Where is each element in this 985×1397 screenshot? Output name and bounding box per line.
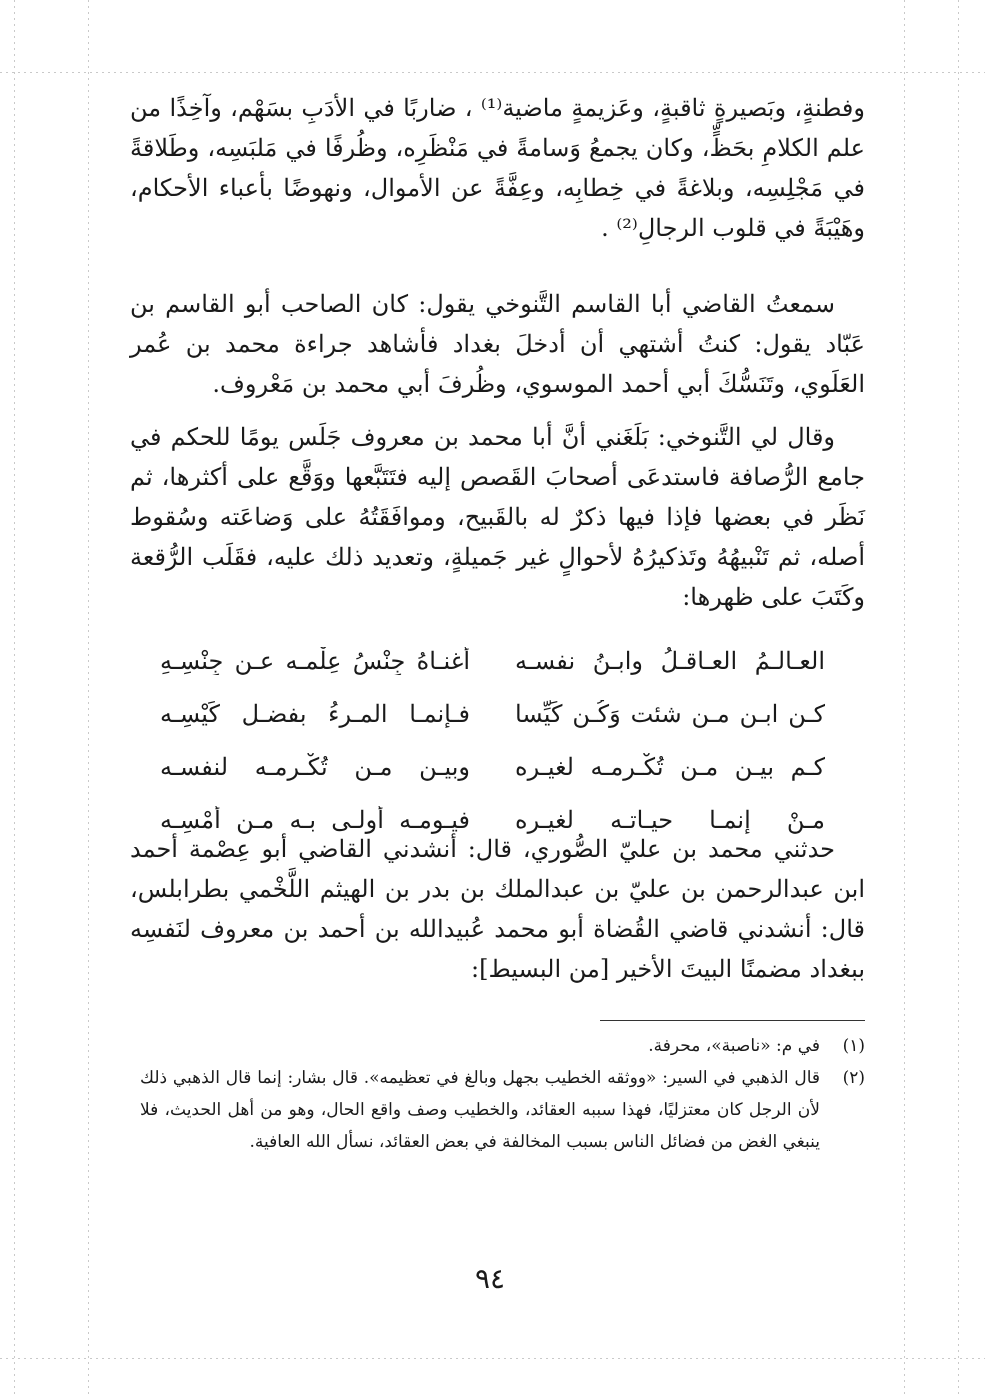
footnote-number: (١): [842, 1036, 865, 1056]
footnote-text: في م: «ناصبة»، محرفة.: [648, 1036, 820, 1056]
paragraph-1-text: وفطنةٍ، وبَصيرةٍ ثاقبةٍ، وعَزيمةٍ ماضية⁽¹⁾ ، ضاربًا في الأدَبِ بسَهْم، وآخِذًا من علم الكلامِ بحَظٍّ، وكان يجمعُ وَسامةً في مَنْظَرِه، وظُرفًا في مَلبَسِه، وطَلاقةً في مَجْلِسِه، وبلاغةً في خِطابِه، وعِفَّةً عن الأموال، ونهوضًا بأعباء الأحكام، وهَيْبَةً في قلوب الرجالِ⁽²⁾ .: [130, 94, 865, 242]
margin-guide-right-inner: [904, 0, 905, 1397]
verse-first-hemistich: العـالـمُ العـاقـلُ وابـنُ نفسـه: [515, 646, 825, 675]
footnote-separator: [600, 1020, 865, 1021]
poem-verse: [160, 634, 825, 687]
poem: [160, 634, 825, 846]
paragraph-3: [130, 417, 865, 617]
margin-guide-left: [88, 0, 89, 1397]
verse-second-hemistich: فـإنمـا المـرءُ بفضـل كَيْسِـه: [160, 699, 470, 728]
poem-verse: [160, 740, 825, 793]
paragraph-3-text: وقال لي التَّنوخي: بَلَغَني أنَّ أبا محمد بن معروف جَلَس يومًا للحكم في جامع الرُّصافة فاستدعَى أصحابَ القَصص إليه فتَتَبَّعها ووَقَّع على أكثرها، ثم نَظَر في بعضها فإذا فيها ذكرٌ له بالقَبيح، وموافَقَتُهُ على وَضاعَته وسُقوط أصله، ثم تَنْبيهُهُ وتَذكيرُهُ لأحوالٍ غير جَميلةٍ، وتعديد ذلك عليه، فقَلَب الرُّقعة وكَتَبَ على ظهرها:: [130, 423, 865, 611]
footnote-number: (٢): [842, 1068, 865, 1088]
verse-second-hemistich: فيـومـه أولـى بـه مـن أمْسِـه: [160, 805, 470, 834]
paragraph-2-text: سمعتُ القاضي أبا القاسم التَّنوخي يقول: كان الصاحب أبو القاسم بن عَبّاد يقول: كنتُ أشتهي أن أدخلَ بغداد فأشاهد جراءة محمد بن عُمر العَلَوي، وتَنَسُّكَ أبي أحمد الموسوي، وظُرفَ أبي محمد بن مَعْروف.: [130, 290, 866, 398]
verse-second-hemistich: وبيـن مـن تُكْـرمـه لنفسـه: [160, 752, 470, 781]
footnote: [140, 1030, 865, 1062]
verse-first-hemistich: كـم بيـن مـن تُكْـرمـه لغيـره: [515, 752, 825, 781]
footnote-text: قال الذهبي في السير: «ووثقه الخطيب بجهل وبالغ في تعظيمه». قال بشار: إنما قال الذهبي ذلك لأن الرجل كان معتزليًا، فهذا سببه العقائد، والخطيب وصف واقع الحال، وهو من أهل الحديث، فلا ينبغي الغض من فضائل الناس بسبب المخالفة في بعض العقائد، نسأل الله العافية.: [140, 1068, 820, 1152]
margin-guide-left-outer: [14, 0, 15, 1397]
verse-first-hemistich: كـن ابـن مـن شئت وَكُـن كَيِّسا: [515, 699, 825, 728]
paragraph-4: [130, 829, 865, 989]
footnotes: [140, 1030, 865, 1158]
footnote: [140, 1062, 865, 1158]
margin-guide-right: [958, 0, 959, 1397]
paragraph-4-text: حدثني محمد بن عليّ الصُّوري، قال: أنشدني القاضي أبو عِصْمة أحمد ابن عبدالرحمن بن عليّ بن عبدالملك بن بدر بن الهيثم اللَّخْمي بطرابلس، قال: أنشدني قاضي القُضاة أبو محمد عُبيدالله بن أحمد بن معروف لنَفسِه ببغداد مضمنًا البيتَ الأخير [من البسيط]:: [130, 835, 866, 983]
poem-verse: [160, 687, 825, 740]
verse-second-hemistich: أغنـاهُ جِنْسُ عِلْمـه عـن جِنْسِـهِ: [160, 646, 470, 675]
page-number: ٩٤: [474, 1262, 506, 1295]
margin-guide-top: [0, 72, 985, 73]
paragraph-1: [130, 88, 865, 248]
verse-first-hemistich: مـنْ إنمـا حيـاتـه لغيـره: [515, 805, 825, 834]
margin-guide-bottom: [0, 1358, 985, 1359]
paragraph-2: [130, 284, 865, 404]
